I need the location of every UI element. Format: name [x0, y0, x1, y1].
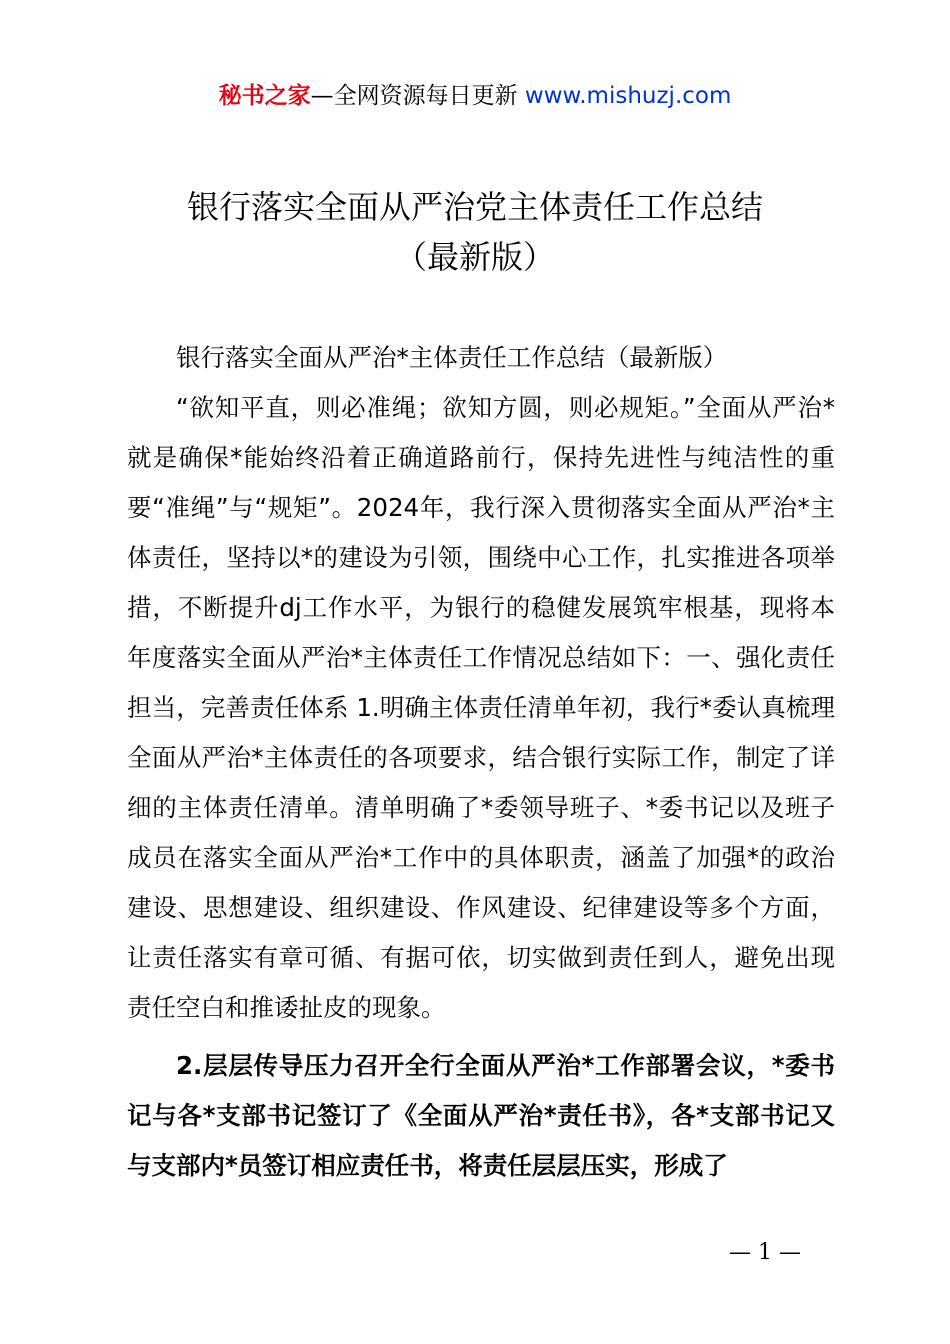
title-line-2: （最新版） — [394, 238, 555, 276]
brand-name: 秘书之家 — [218, 83, 311, 109]
header-separator: — — [310, 83, 334, 109]
page-number: — 1 — — [729, 1240, 801, 1265]
header-tagline: 全网资源每日更新 — [333, 83, 525, 109]
title-line-1: 银行落实全面从严治党主体责任工作总结 — [186, 188, 763, 226]
document-title — [0, 182, 950, 282]
document-body — [127, 333, 835, 1191]
paragraph-subtitle: 银行落实全面从严治*主体责任工作总结（最新版） — [176, 343, 728, 372]
site-url-link[interactable]: www.mishuzj.com — [524, 83, 732, 109]
site-header — [0, 78, 950, 114]
paragraph-main: “欲知平直，则必准绳；欲知方圆，则必规矩。”全面从严治*就是确保*能始终沿着正确道路前行，保持先进性与纯洁性的重要“准绳”与“规矩”。2024年，我行深入贯彻落实全面从严治*主体责任，坚持以*的建设为引领，围绕中心工作，扎实推进各项举措，不断提升dj工作水平，为银行的稳健发展筑牢根基，现将本年度落实全面从严治*主体责任工作情况总结如下：一、强化责任担当，完善责任体系 1.明确主体责任清单年初，我行*委认真梳理全面从严治*主体责任的各项要求，结合银行实际工作，制定了详细的主体责任清单。清单明确了*委领导班子、*委书记以及班子成员在落实全面从严治*工作中的具体职责，涵盖了加强*的政治建设、思想建设、组织建设、作风建设、纪律建设等多个方面，让责任落实有章可循、有据可依，切实做到责任到人，避免出现责任空白和推诿扯皮的现象。 — [127, 393, 835, 1022]
paragraph-bold-section: 2.层层传导压力召开全行全面从严治*工作部署会议，*委书记与各*支部书记签订了《全面从严治*责任书》，各*支部书记又与支部内*员签订相应责任书，将责任层层压实，形成了 — [127, 1051, 835, 1180]
